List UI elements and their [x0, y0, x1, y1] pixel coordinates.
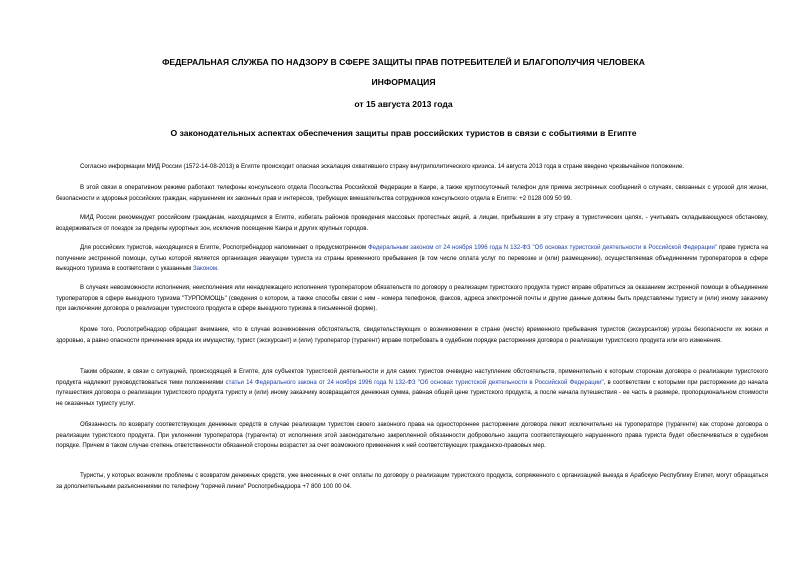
- document-title: О законодательных аспектах обеспечения защиты прав российских туристов в связи с событиями в Египте: [170, 128, 637, 138]
- paragraph-7-text-b: , в соответствии с которыми при расторжении до начала путешествия договора о реализации туристского продукта туристу и (или) иному заказчику возвращается денежная сумма, равная общей цене туристского продукта, а после начала путешествия - ее часть в размере, пропорциональном стоимости не оказанных туристу услуг.: [56, 378, 768, 407]
- paragraph-8: Обязанность по возврату соответствующих денежных средств в случае реализации туристом своего законного права на одностороннее расторжение договора лежит исключительно на туроператоре (турагенте) как стороне договора о реализации туристского продукта. При уклонении туроператора (турагента) от исполнения этой законодательно закрепленной обязанности добровольно защита соответствующего нарушенного права туриста будет обеспечиваться в судебном порядке. Причем в таком случае степень ответственности обязанной стороны возрастет за счет возможного применения к ней соответствующих гражданско-правовых мер.: [56, 421, 768, 449]
- paragraph-6: Кроме того, Роспотребнадзор обращает внимание, что в случае возникновения обстоятельств, свидетельствующих о возникновении в стране (месте) временного пребывания туристов (экскурсантов) угрозы безопасности их жизни и здоровью, а равно опасности причинения вреда их имуществу, турист (экскурсант) и (или) туроператор (турагент) вправе потребовать в судебном порядке расторжения договора о реализации туристского продукта или его изменения.: [56, 326, 768, 344]
- federal-law-link[interactable]: Федеральным законом от 24 ноября 1996 года N 132-ФЗ "Об основах туристской деятельности в Российской Федерации": [367, 244, 718, 251]
- article-14-link[interactable]: статьи 14 Федерального закона от 24 ноября 1996 года N 132-ФЗ "Об основах туристской деятельности в Российской Федерации": [225, 378, 604, 386]
- paragraph-7-text-a: Таким образом, в связи с ситуацией, происходящей в Египте, для субъектов туристской деятельности и для самих туристов очевидно наступление обстоятельств, применительно к которым сторонам договора о реализации туристского продукта надлежит руководствоваться теми положениями: [56, 368, 768, 386]
- paragraph-4-text-b: праве туриста на получение экстренной помощи, сутью которой является организация эвакуации туриста из страны временного пребывания (в том числе оплата услуг по перевозке и (или) размещению), осуществляемая объединением туроператоров в сфере выездного туризма в соответствии с указанным: [56, 244, 768, 272]
- paragraph-9: Туристы, у которых возникли проблемы с возвратом денежных средств, уже внесенных в счет оплаты по договору о реализации туристского продукта, сопряженного с организацией выезда в Арабскую Республику Египет, могут обращаться за дополнительными разъяснениями по телефону "горячей линии" Роспотребнадзора +7 800 100 00 04.: [56, 472, 768, 490]
- paragraph-5: В случаях невозможности исполнения, неисполнения или ненадлежащего исполнения туроператором обязательств по договору о реализации туристского продукта турист вправе обратиться за оказанием экстренной помощи в объединение туроператоров в сфере выездного туризма "ТУРПОМОЩЬ" (сведения о котором, а также способы связи с ним - номера телефонов, факсов, адреса электронной почты и другие данные должны быть представлены туристу и (или) иному заказчику при заключении договора о реализации туристского продукта в сфере выездного туризма в письменной форме).: [56, 284, 768, 312]
- paragraph-2: В этой связи в оперативном режиме работают телефоны консульского отдела Посольства Российской Федерации в Каире, а также круглосуточный телефон для приема экстренных сообщений о случаях, связанных с угрозой для жизни, безопасности и здоровья российских граждан, нарушением их законных прав и интересов, требующих вмешательства сотрудников консульского отдела в Египте: +2 0128 009 50 99.: [56, 184, 768, 202]
- paragraph-4-text-c: .: [217, 265, 219, 272]
- paragraph-1: Согласно информации МИД России (1572-14-08-2013) в Египте происходит опасная эскалация охватившего страну внутриполитического кризиса. 14 августа 2013 года в стране введено чрезвычайное положение.: [80, 163, 684, 170]
- law-link[interactable]: Законом: [192, 265, 218, 272]
- paragraph-4-text-a: Для российских туристов, находящихся в Египте, Роспотребнадзор напоминает о предусмотренном: [80, 244, 368, 251]
- document-date: от 15 августа 2013 года: [354, 99, 453, 109]
- paragraph-4: [56, 243, 768, 275]
- document-type-heading: ИНФОРМАЦИЯ: [371, 77, 436, 87]
- agency-heading: ФЕДЕРАЛЬНАЯ СЛУЖБА ПО НАДЗОРУ В СФЕРЕ ЗАЩИТЫ ПРАВ ПОТРЕБИТЕЛЕЙ И БЛАГОПОЛУЧИЯ ЧЕЛОВЕКА: [162, 57, 645, 67]
- paragraph-3: МИД России рекомендует российским гражданам, находящимся в Египте, избегать районов проведения массовых протестных акций, а лицам, прибывшим в эту страну в туристических целях, - учитывать складывающуюся обстановку, воздерживаться от поездок за пределы курортных зон, исключив посещение Каира и других крупных городов.: [56, 214, 768, 232]
- paragraph-7: [56, 367, 768, 409]
